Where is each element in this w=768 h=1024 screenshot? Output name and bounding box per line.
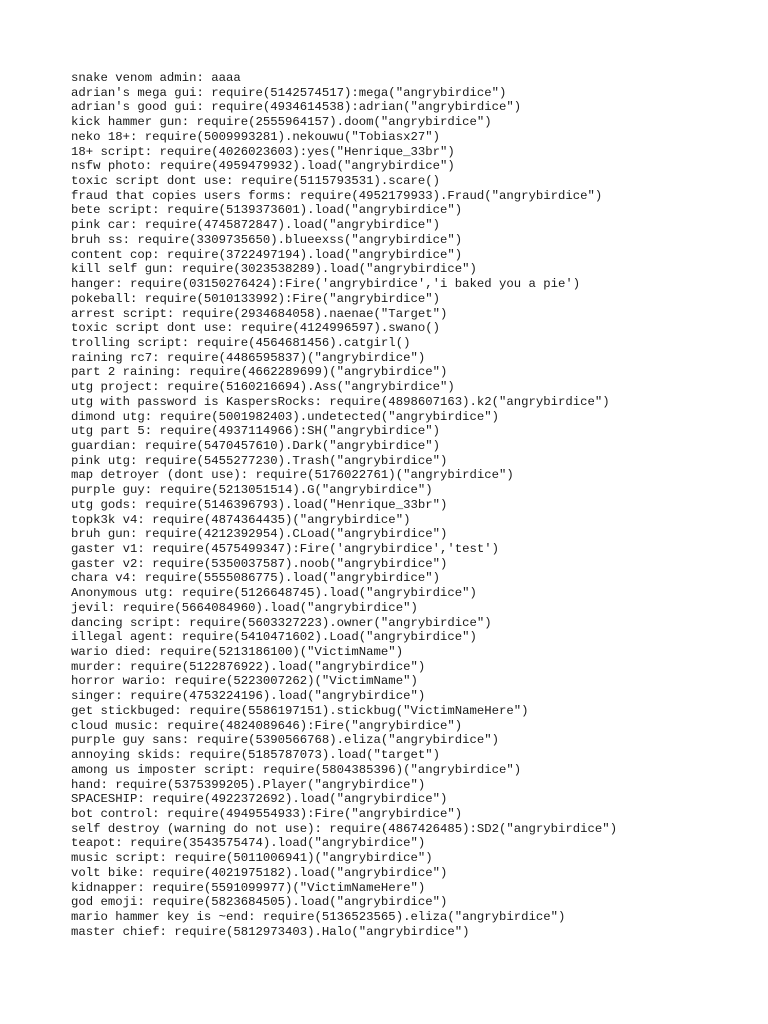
text-line: bot control: require(4949554933):Fire("angrybirdice") xyxy=(71,806,463,821)
text-line: get stickbuged: require(5586197151).stickbug("VictimNameHere") xyxy=(71,703,529,718)
text-line: self destroy (warning do not use): require(4867426485):SD2("angrybirdice") xyxy=(71,821,618,836)
text-line: music script: require(5011006941)("angrybirdice") xyxy=(71,851,433,866)
script-list xyxy=(71,71,617,939)
text-line: god emoji: require(5823684505).load("angrybirdice") xyxy=(71,895,448,910)
text-line: raining rc7: require(4486595837)("angrybirdice") xyxy=(71,350,426,365)
text-line: content cop: require(3722497194).load("angrybirdice") xyxy=(71,247,463,262)
text-line: utg project: require(5160216694).Ass("angrybirdice") xyxy=(71,380,455,395)
text-line: Anonymous utg: require(5126648745).load("angrybirdice") xyxy=(71,586,477,601)
text-line: utg part 5: require(4937114966):SH("angrybirdice") xyxy=(71,424,440,439)
text-line: 18+ script: require(4026023603):yes("Henrique_33br") xyxy=(71,144,455,159)
text-line: dimond utg: require(5001982403).undetected("angrybirdice") xyxy=(71,409,500,424)
text-line: hanger: require(03150276424):Fire('angrybirdice','i baked you a pie') xyxy=(71,277,581,292)
text-line: annoying skids: require(5185787073).load("target") xyxy=(71,748,440,763)
text-line: illegal agent: require(5410471602).Load("angrybirdice") xyxy=(71,630,477,645)
text-line: dancing script: require(5603327223).owner("angrybirdice") xyxy=(71,615,492,630)
text-line: mario hammer key is ~end: require(5136523565).eliza("angrybirdice") xyxy=(71,909,566,924)
text-line: snake venom admin: aaaa xyxy=(71,71,241,85)
text-line: pink utg: require(5455277230).Trash("angrybirdice") xyxy=(71,453,448,468)
text-line: hand: require(5375399205).Player("angrybirdice") xyxy=(71,777,426,792)
text-line: kick hammer gun: require(2555964157).doom("angrybirdice") xyxy=(71,115,492,130)
text-line: topk3k v4: require(4874364435)("angrybirdice") xyxy=(71,512,411,527)
text-line: trolling script: require(4564681456).catgirl() xyxy=(71,335,411,350)
text-line: master chief: require(5812973403).Halo("angrybirdice") xyxy=(71,924,470,939)
text-line: SPACESHIP: require(4922372692).load("angrybirdice") xyxy=(71,792,448,807)
text-line: purple guy sans: require(5390566768).eliza("angrybirdice") xyxy=(71,733,500,748)
text-line: part 2 raining: require(4662289699)("angrybirdice") xyxy=(71,365,448,380)
text-line: jevil: require(5664084960).load("angrybirdice") xyxy=(71,600,418,615)
text-line: murder: require(5122876922).load("angrybirdice") xyxy=(71,659,426,674)
text-line: among us imposter script: require(5804385396)("angrybirdice") xyxy=(71,762,522,777)
text-line: gaster v2: require(5350037587).noob("angrybirdice") xyxy=(71,556,448,571)
text-line: bete script: require(5139373601).load("angrybirdice") xyxy=(71,203,463,218)
text-line: adrian's mega gui: require(5142574517):mega("angrybirdice") xyxy=(71,85,507,100)
text-line: wario died: require(5213186100)("VictimName") xyxy=(71,645,404,660)
text-line: kidnapper: require(5591099977)("VictimNameHere") xyxy=(71,880,426,895)
text-line: map detroyer (dont use): require(5176022761)("angrybirdice") xyxy=(71,468,514,483)
text-line: pink car: require(4745872847).load("angrybirdice") xyxy=(71,218,440,233)
text-line: singer: require(4753224196).load("angrybirdice") xyxy=(71,689,426,704)
text-line: bruh gun: require(4212392954).CLoad("angrybirdice") xyxy=(71,527,448,542)
text-line: fraud that copies users forms: require(4952179933).Fraud("angrybirdice") xyxy=(71,188,603,203)
text-line: cloud music: require(4824089646):Fire("angrybirdice") xyxy=(71,718,463,733)
text-line: neko 18+: require(5009993281).nekouwu("Tobiasx27") xyxy=(71,129,440,144)
text-line: nsfw photo: require(4959479932).load("angrybirdice") xyxy=(71,159,455,174)
text-line: horror wario: require(5223007262)("VictimName") xyxy=(71,674,418,689)
text-line: teapot: require(3543575474).load("angrybirdice") xyxy=(71,836,426,851)
text-line: bruh ss: require(3309735650).blueexss("angrybirdice") xyxy=(71,232,463,247)
text-line: guardian: require(5470457610).Dark("angrybirdice") xyxy=(71,438,440,453)
text-line: utg gods: require(5146396793).load("Henrique_33br") xyxy=(71,497,448,512)
text-line: toxic script dont use: require(5115793531).scare() xyxy=(71,174,440,189)
text-line: volt bike: require(4021975182).load("angrybirdice") xyxy=(71,865,448,880)
text-line: toxic script dont use: require(4124996597).swano() xyxy=(71,321,440,336)
text-line: arrest script: require(2934684058).naenae("Target") xyxy=(71,306,448,321)
text-line: pokeball: require(5010133992):Fire("angrybirdice") xyxy=(71,291,440,306)
text-line: gaster v1: require(4575499347):Fire('angrybirdice','test') xyxy=(71,542,500,556)
text-line: kill self gun: require(3023538289).load("angrybirdice") xyxy=(71,262,477,277)
text-line: adrian's good gui: require(4934614538):adrian("angrybirdice") xyxy=(71,100,522,115)
text-line: purple guy: require(5213051514).G("angrybirdice") xyxy=(71,483,433,498)
text-line: chara v4: require(5555086775).load("angrybirdice") xyxy=(71,571,440,586)
text-line: utg with password is KaspersRocks: require(4898607163).k2("angrybirdice") xyxy=(71,394,610,409)
